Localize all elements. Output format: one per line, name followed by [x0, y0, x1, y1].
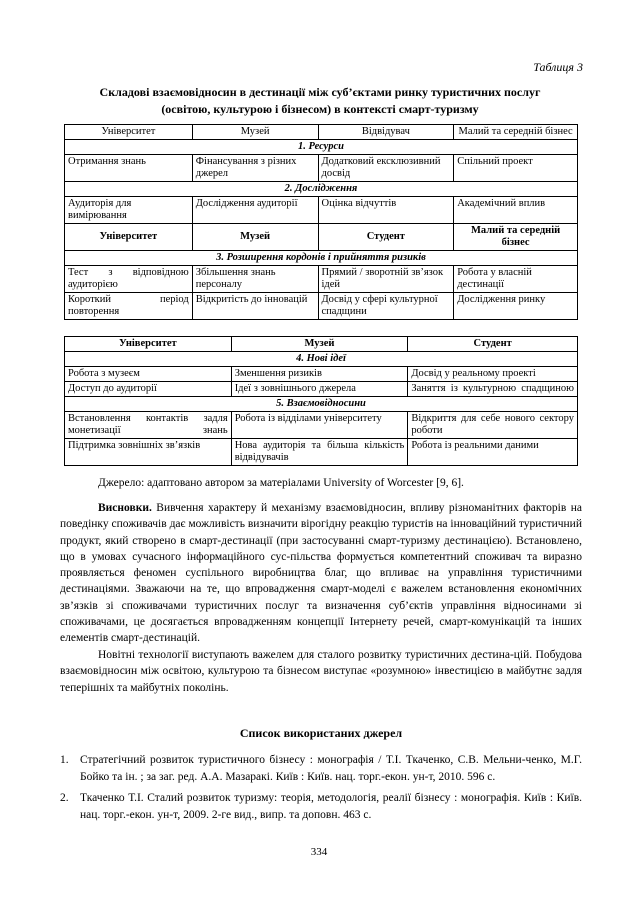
table-cell: Короткий період повторення	[65, 293, 193, 320]
table-cell: Робота у власній дестинації	[454, 266, 578, 293]
table-four-columns	[64, 124, 578, 320]
section-row	[65, 251, 578, 266]
table-cell: Робота із відділами університету	[231, 412, 408, 439]
table-title-line1: Складові взаємовідносин в дестинації між суб’єктами ринку туристичних послуг	[99, 85, 541, 99]
section-title: 3. Розширення кордонів і прийняття ризиків	[65, 251, 578, 266]
table-row	[65, 367, 578, 382]
table-cell: Прямий / зворотній зв’язок ідей	[318, 266, 454, 293]
table-cell: Академічний вплив	[454, 197, 578, 224]
table-row	[65, 293, 578, 320]
reference-text: Ткаченко Т.І. Сталий розвиток туризму: теорія, методологія, реалії бізнесу : монографія. Київ : Київ. нац. торг.-екон. ун-т, 2009. 2-ге вид., випр. та доповн. 463 с.	[80, 792, 582, 821]
table-row	[65, 197, 578, 224]
header-cell: Університет	[65, 224, 193, 251]
section-title: 1. Ресурси	[65, 140, 578, 155]
table-row	[65, 439, 578, 466]
table-cell: Аудиторія для вимірювання	[65, 197, 193, 224]
table-cell: Ідеї з зовнішнього джерела	[231, 382, 408, 397]
section-row	[65, 352, 578, 367]
table-cell: Фінансування з різних джерел	[192, 155, 318, 182]
table-cell: Підтримка зовнішніх зв’язків	[65, 439, 232, 466]
table-cell: Встановлення контактів задля монетизації знань	[65, 412, 232, 439]
header-cell: Відвідувач	[318, 125, 454, 140]
table-cell: Досвід у реальному проекті	[408, 367, 578, 382]
table-cell: Оцінка відчуттів	[318, 197, 454, 224]
section-title: 2. Дослідження	[65, 182, 578, 197]
technology-text: Новітні технології виступають важелем для сталого розвитку туристичних дестина-цій. Побудова взаємовідносин між освітою, культурою та бізнесом виступає «розумною» інвестицією в майбутнє задля теперішніх та майбутніх поколінь.	[60, 649, 582, 694]
table-cell: Дослідження аудиторії	[192, 197, 318, 224]
table-label: Таблиця 3	[533, 60, 583, 74]
conclusions-label: Висновки.	[98, 502, 152, 514]
table-three-columns	[64, 336, 578, 466]
table-cell: Відкриття для себе нового сектору роботи	[408, 412, 578, 439]
section-title: 5. Взаємовідносини	[65, 397, 578, 412]
table-cell: Нова аудиторія та більша кількість відвідувачів	[231, 439, 408, 466]
header-cell: Університет	[65, 337, 232, 352]
references-list	[60, 752, 582, 828]
header-cell: Музей	[231, 337, 408, 352]
table-cell: Додатковий ексклюзивний досвід	[318, 155, 454, 182]
technology-paragraph	[60, 647, 582, 696]
header-cell: Студент	[408, 337, 578, 352]
table-cell: Зменшення ризиків	[231, 367, 408, 382]
table-cell: Тест з відповідною аудиторією	[65, 266, 193, 293]
conclusions-paragraph	[60, 500, 582, 647]
table-row	[65, 155, 578, 182]
section-row	[65, 182, 578, 197]
table-cell: Відкритість до інновацій	[192, 293, 318, 320]
header-cell: Музей	[192, 224, 318, 251]
conclusions-text: Вивчення характеру й механізму взаємовідносин, впливу різноманітних факторів на поведінку споживачів дає можливість визначити вірогідну реакцію туристів на інноваційний туристичний продукт, який створено в смарт-дестинації (при застосуванні смарт-туризму дестинацією). Встановлено, що в умовах сучасного інформаційного сус-пільства формується компетентний споживач та виразно проявляється феномен суспільного виробництва благ, що впливає на управління туристичними дестинаціями. Зважаючи на те, що впровадження смарт-моделі є важелем встановлення економічних зв’язків зі споживачами туристичних послуг та визначення суб’єктів управління відносинами зі споживачами, це досягається впровадженням концепції Інтернету речей, смарт-комунікацій та інших елементів смарт-дестинацій.	[60, 502, 582, 645]
table-row	[65, 382, 578, 397]
table-cell: Доступ до аудиторії	[65, 382, 232, 397]
table-cell: Збільшення знань персоналу	[192, 266, 318, 293]
header-cell: Університет	[65, 125, 193, 140]
table-title-line2: (освітою, культурою і бізнесом) в контексті смарт-туризму	[161, 102, 479, 116]
section-row	[65, 140, 578, 155]
table-header-row	[65, 125, 578, 140]
table-cell: Робота із реальними даними	[408, 439, 578, 466]
references-title: Список використаних джерел	[239, 726, 403, 740]
table-row	[65, 266, 578, 293]
table-cell: Отримання знань	[65, 155, 193, 182]
reference-text: Стратегічний розвиток туристичного бізнесу : монографія / Т.І. Ткаченко, С.В. Мельни-ченко, М.Г. Бойко та ін. ; за заг. ред. А.А. Мазаракі. Київ : Київ. нац. торг.-екон. ун-т, 2010. 596 с.	[80, 754, 582, 783]
table-header-row	[65, 337, 578, 352]
table-cell: Заняття із культурною спадщиною	[408, 382, 578, 397]
header-cell: Малий та середній бізнес	[454, 125, 578, 140]
table-cell: Робота з музеєм	[65, 367, 232, 382]
table-row	[65, 412, 578, 439]
reference-number: 1.	[60, 754, 69, 766]
header-cell: Малий та середній бізнес	[454, 224, 578, 251]
table-cell: Досвід у сфері культурної спадщини	[318, 293, 454, 320]
reference-item	[60, 752, 582, 786]
section-title: 4. Нові ідеї	[65, 352, 578, 367]
reference-number: 2.	[60, 792, 69, 804]
table-source-note: Джерело: адаптовано автором за матеріалами University of Worcester [9, 6].	[98, 477, 464, 489]
table-cell: Дослідження ринку	[454, 293, 578, 320]
page-number: 334	[310, 846, 328, 858]
section-row	[65, 397, 578, 412]
header-cell: Музей	[192, 125, 318, 140]
table-header-row	[65, 224, 578, 251]
table-title	[60, 84, 580, 118]
header-cell: Студент	[318, 224, 454, 251]
reference-item	[60, 790, 582, 824]
table-cell: Спільний проект	[454, 155, 578, 182]
